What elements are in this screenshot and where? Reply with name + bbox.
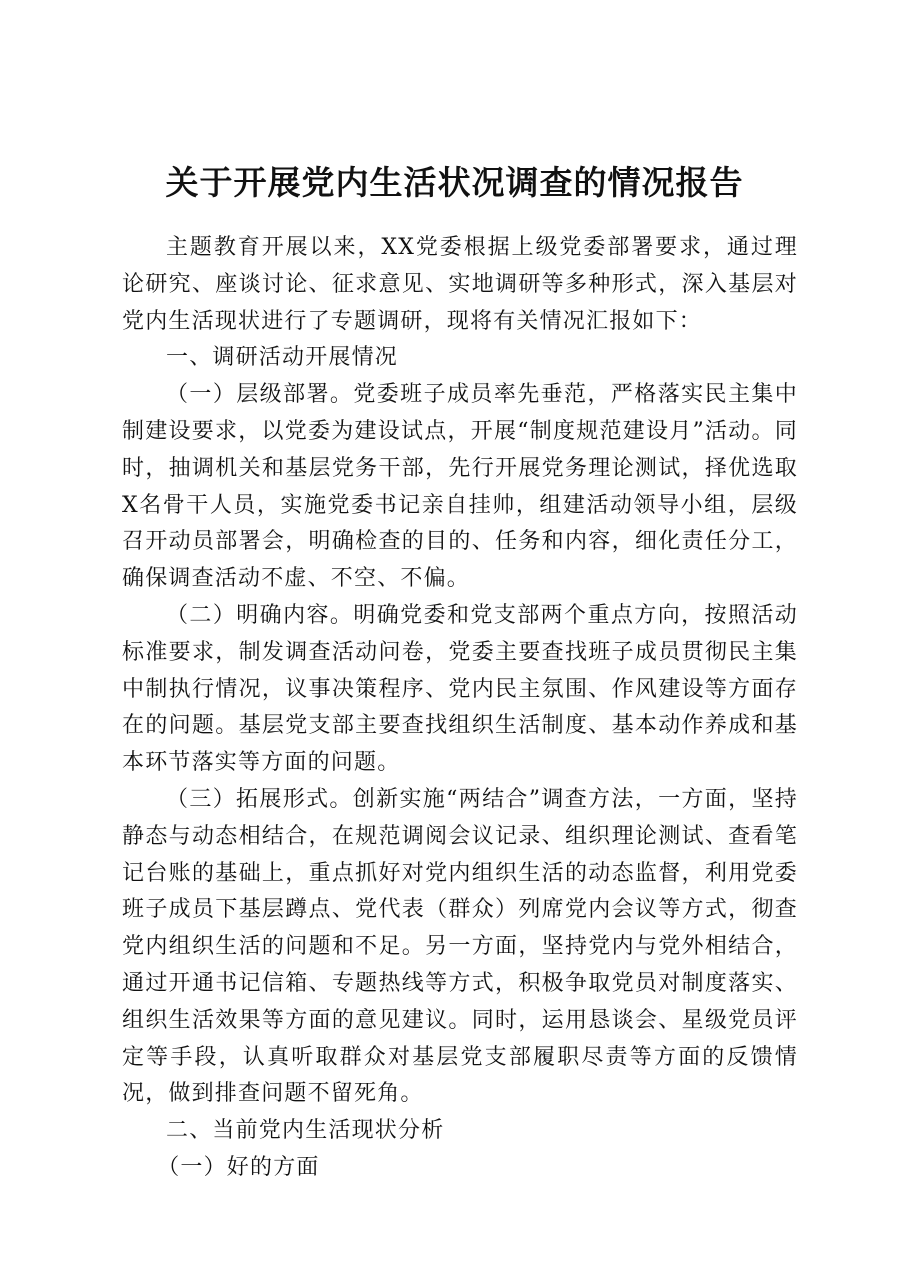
paragraph-level-deployment: （一）层级部署。党委班子成员率先垂范，严格落实民主集中制建设要求，以党委为建设试点，开展“制度规范建设月”活动。同时，抽调机关和基层党务干部，先行开展党务理论测试，择优选取X名骨干人员，实施党委书记亲自挂帅，组建活动领导小组，层级召开动员部署会，明确检查的目的、任务和内容，细化责任分工，确保调查活动不虚、不空、不偏。: [122, 382, 798, 592]
document-body: [122, 230, 798, 1187]
paragraph-expand-forms: （三）拓展形式。创新实施“两结合”调查方法，一方面，坚持静态与动态相结合，在规范调阅会议记录、组织理论测试、查看笔记台账的基础上，重点抓好对党内组织生活的动态监督，利用党委班子成员下基层蹲点、党代表（群众）列席党内会议等方式，彻查党内组织生活的问题和不足。另一方面，坚持党内与党外相结合，通过开通书记信箱、专题热线等方式，积极争取党员对制度落实、组织生活效果等方面的意见建议。同时，运用恳谈会、星级党员评定等手段，认真听取群众对基层党支部履职尽责等方面的反馈情况，做到排查问题不留死角。: [122, 786, 798, 1107]
section-heading-2: 二、当前党内生活现状分析: [166, 1118, 445, 1144]
subsection-heading-good-aspects: （一）好的方面: [157, 1154, 320, 1180]
document-title: 关于开展党内生活状况调查的情况报告: [165, 163, 744, 202]
paragraph-clarify-content: （二）明确内容。明确党委和党支部两个重点方向，按照活动标准要求，制发调查活动问卷，党委主要查找班子成员贯彻民主集中制执行情况，议事决策程序、党内民主氛围、作风建设等方面存在的问题。基层党支部主要查找组织生活制度、基本动作养成和基本环节落实等方面的问题。: [122, 602, 798, 776]
section-heading-1: 一、调研活动开展情况: [166, 345, 399, 371]
intro-paragraph: 主题教育开展以来，XX党委根据上级党委部署要求，通过理论研究、座谈讨论、征求意见、实地调研等多种形式，深入基层对党内生活现状进行了专题调研，现将有关情况汇报如下：: [122, 235, 798, 334]
